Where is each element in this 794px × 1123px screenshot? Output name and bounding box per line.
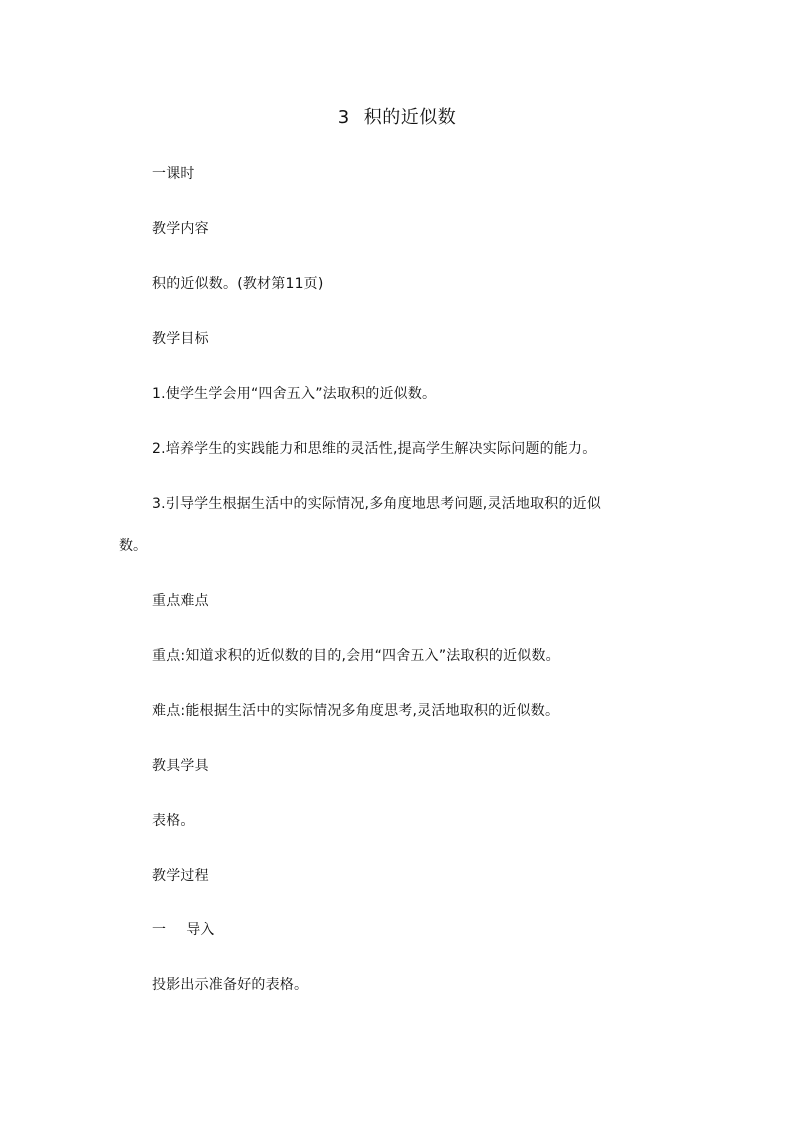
goals-heading: 教学目标 [152, 331, 209, 347]
tools-heading: 教具学具 [152, 758, 209, 774]
key-point: 重点:知道求积的近似数的目的,会用“四舍五入”法取积的近似数。 [152, 648, 560, 664]
process-heading: 教学过程 [152, 868, 209, 884]
difficult-point: 难点:能根据生活中的实际情况多角度思考,灵活地取积的近似数。 [152, 703, 560, 719]
goal-2: 2.培养学生的实践能力和思维的灵活性,提高学生解决实际问题的能力。 [152, 441, 597, 457]
page-title [0, 106, 794, 130]
title-number: 3 [337, 107, 350, 128]
goal-1: 1.使学生学会用“四舍五入”法取积的近似数。 [152, 386, 437, 402]
key-heading: 重点难点 [152, 593, 209, 609]
content-text: 积的近似数。(教材第11页) [152, 276, 324, 292]
section-one-title: 导入 [186, 922, 215, 938]
tools-text: 表格。 [152, 813, 195, 829]
goal-3-line-1: 3.引导学生根据生活中的实际情况,多角度地思考问题,灵活地取积的近似 [152, 496, 602, 512]
title-text: 积的近似数 [363, 107, 457, 128]
lesson-period: 一课时 [152, 166, 195, 182]
section-one-heading [152, 920, 215, 940]
section-one-number: 一 [152, 922, 167, 938]
content-heading: 教学内容 [152, 221, 209, 237]
goal-3-line-2: 数。 [119, 538, 147, 554]
section-one-text: 投影出示准备好的表格。 [152, 977, 309, 993]
